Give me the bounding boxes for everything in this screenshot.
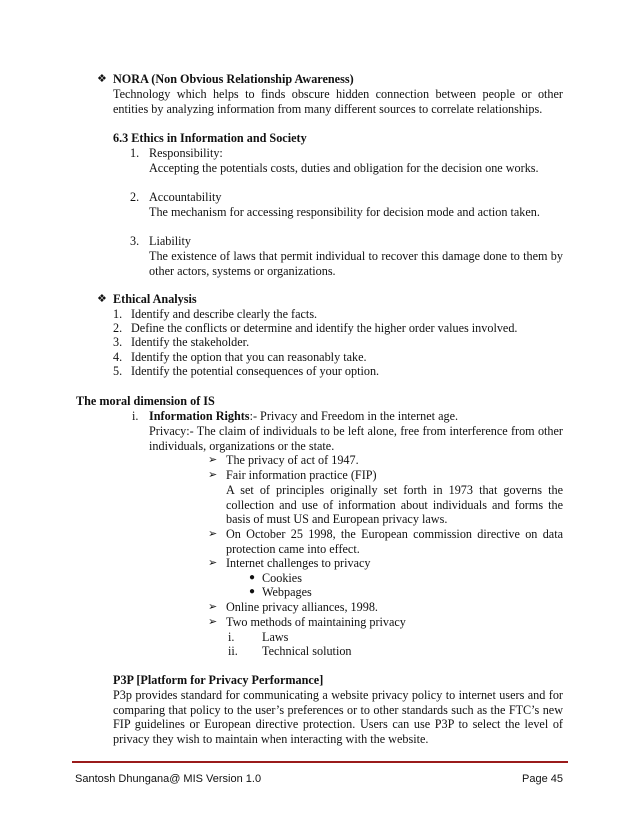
information-rights-text: :- Privacy and Freedom in the internet age. (249, 409, 459, 423)
analysis-item-text: Identify and describe clearly the facts. (131, 307, 318, 321)
ethics-item-desc: Accepting the potentials costs, duties and obligation for the decision one works. (149, 161, 539, 175)
ethics-item-desc: The existence of laws that permit individual to recover this damage done to them by other actors, systems or organizations. (149, 249, 563, 278)
footer-rule (72, 761, 568, 763)
information-rights-line (149, 409, 458, 424)
footer-author: Santosh Dhungana@ MIS Version 1.0 (75, 773, 262, 785)
analysis-item-number: 1. (113, 307, 123, 321)
privacy-point: Two methods of maintaining privacy (226, 615, 406, 629)
method-item: Technical solution (262, 644, 352, 658)
analysis-item-text: Identify the option that you can reasonably take. (131, 350, 367, 364)
moral-dimension-heading: The moral dimension of IS (76, 394, 215, 408)
arrow-bullet-icon: ➢ (208, 528, 218, 540)
arrow-bullet-icon: ➢ (208, 616, 218, 628)
method-number: ii. (228, 644, 238, 658)
ethics-item-title: Responsibility: (149, 146, 223, 160)
nora-heading: NORA (Non Obvious Relationship Awareness) (113, 72, 354, 86)
diamond-bullet-icon: ❖ (97, 293, 107, 305)
roman-numeral: i. (132, 409, 139, 423)
analysis-item-text: Define the conflicts or determine and identify the higher order values involved. (131, 321, 518, 335)
ethics-item-number: 1. (130, 146, 140, 160)
privacy-point: Internet challenges to privacy (226, 556, 371, 570)
privacy-point: On October 25 1998, the European commission directive on data protection came into effect. (226, 527, 563, 556)
nora-text: Technology which helps to finds obscure hidden connection between people or other entities by analyzing information from many different sources to correlate relationships. (113, 87, 563, 116)
fip-description: A set of principles originally set forth in 1973 that governs the collection and use of information about individuals and forms the basis of must US and European privacy laws. (226, 483, 563, 527)
arrow-bullet-icon: ➢ (208, 454, 218, 466)
privacy-point: Fair information practice (FIP) (226, 468, 377, 482)
privacy-definition: Privacy:- The claim of individuals to be left alone, free from interference from other individuals, organizations or the state. (149, 424, 563, 453)
ethics-item-desc: The mechanism for accessing responsibility for decision mode and action taken. (149, 205, 540, 219)
analysis-item-number: 4. (113, 350, 123, 364)
analysis-item-number: 3. (113, 335, 123, 349)
information-rights-label: Information Rights (149, 409, 250, 423)
method-item: Laws (262, 630, 289, 644)
footer-page-number: Page 45 (522, 773, 563, 785)
arrow-bullet-icon: ➢ (208, 601, 218, 613)
diamond-bullet-icon: ❖ (97, 73, 107, 85)
ethics-item-number: 2. (130, 190, 140, 204)
privacy-point: Online privacy alliances, 1998. (226, 600, 378, 614)
ethics-item-title: Accountability (149, 190, 222, 204)
dot-bullet-icon: ● (249, 586, 256, 597)
challenge-item: Cookies (262, 571, 302, 585)
arrow-bullet-icon: ➢ (208, 557, 218, 569)
ethical-analysis-heading: Ethical Analysis (113, 292, 197, 306)
p3p-text: P3p provides standard for communicating a website privacy policy to internet users and for comparing that policy to the user’s preferences or to other standards such as the FTC’s new FIP guidelines or European directive protection. Users can use P3P to select the level of privacy they wish to maintain when interacting with the website. (113, 688, 563, 746)
analysis-item-text: Identify the stakeholder. (131, 335, 250, 349)
ethics-item-title: Liability (149, 234, 191, 248)
privacy-point: The privacy of act of 1947. (226, 453, 359, 467)
challenge-item: Webpages (262, 585, 312, 599)
analysis-item-text: Identify the potential consequences of your option. (131, 364, 380, 378)
ethics-item-number: 3. (130, 234, 140, 248)
p3p-heading: P3P [Platform for Privacy Performance] (113, 673, 324, 687)
arrow-bullet-icon: ➢ (208, 469, 218, 481)
analysis-item-number: 5. (113, 364, 123, 378)
method-number: i. (228, 630, 235, 644)
dot-bullet-icon: ● (249, 572, 256, 583)
analysis-item-number: 2. (113, 321, 123, 335)
ethics-heading: 6.3 Ethics in Information and Society (113, 131, 307, 145)
